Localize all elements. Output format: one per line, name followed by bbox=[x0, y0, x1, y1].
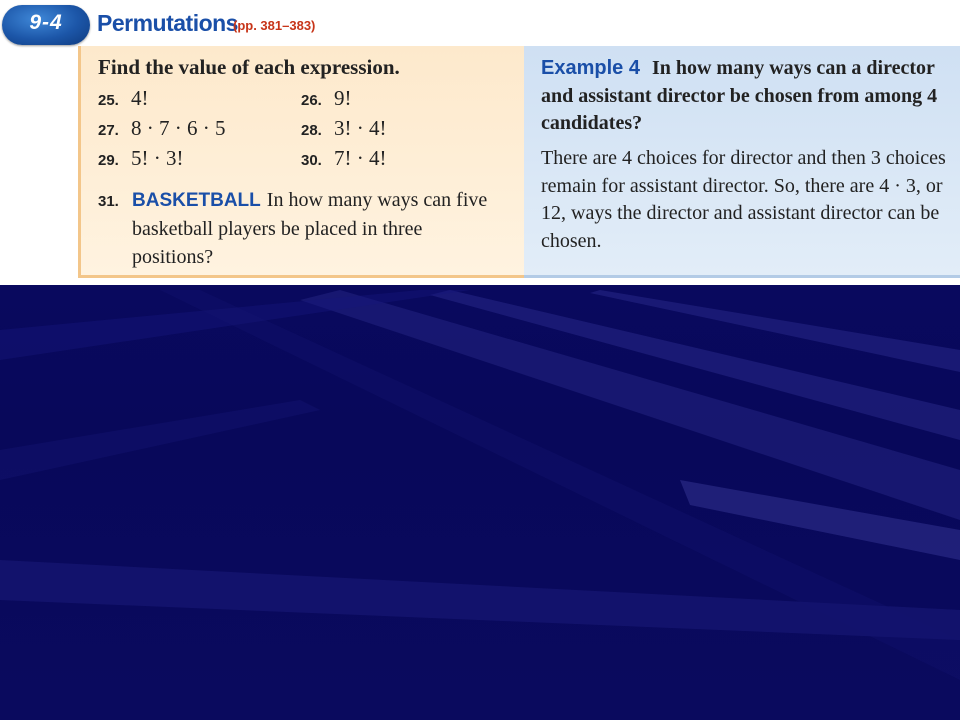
exercise-number: 25. bbox=[98, 92, 119, 109]
lesson-number-badge bbox=[2, 5, 90, 45]
exercise-number: 30. bbox=[301, 152, 322, 169]
exercise-expression: 4! bbox=[131, 86, 149, 110]
exercise-expression: 8 · 7 · 6 · 5 bbox=[131, 116, 226, 140]
example-label: Example 4 bbox=[541, 57, 640, 79]
exercise-number: 29. bbox=[98, 152, 119, 169]
example-question: In how many ways can a director and assistant director be chosen from among 4 candidates? bbox=[541, 57, 938, 134]
word-problem-label: BASKETBALL bbox=[132, 190, 261, 211]
exercise-instruction: Find the value of each expression. bbox=[98, 55, 400, 79]
lesson-title: Permutations bbox=[97, 10, 238, 36]
exercise-number: 28. bbox=[301, 122, 322, 139]
lesson-number: 9-4 bbox=[29, 11, 63, 34]
exercise-number: 26. bbox=[301, 92, 322, 109]
textbook-excerpt bbox=[0, 0, 960, 285]
exercise-expression: 3! · 4! bbox=[334, 116, 387, 140]
exercise-number: 27. bbox=[98, 122, 119, 139]
example-question-block bbox=[541, 55, 951, 138]
example-solution: There are 4 choices for director and then 3 choices remain for assistant director. So, there are 4 · 3, or 12, ways the director and assistant director can be chosen. bbox=[541, 147, 946, 252]
word-problem-number: 31. bbox=[98, 193, 119, 210]
exercise-expression: 9! bbox=[334, 86, 352, 110]
word-problem-text: In how many ways can five basketball players be placed in three positions? bbox=[132, 189, 488, 268]
lesson-page-reference: (pp. 381–383) bbox=[233, 18, 316, 33]
word-problem bbox=[132, 186, 507, 271]
exercise-expression: 7! · 4! bbox=[334, 146, 387, 170]
exercise-expression: 5! · 3! bbox=[131, 146, 184, 170]
